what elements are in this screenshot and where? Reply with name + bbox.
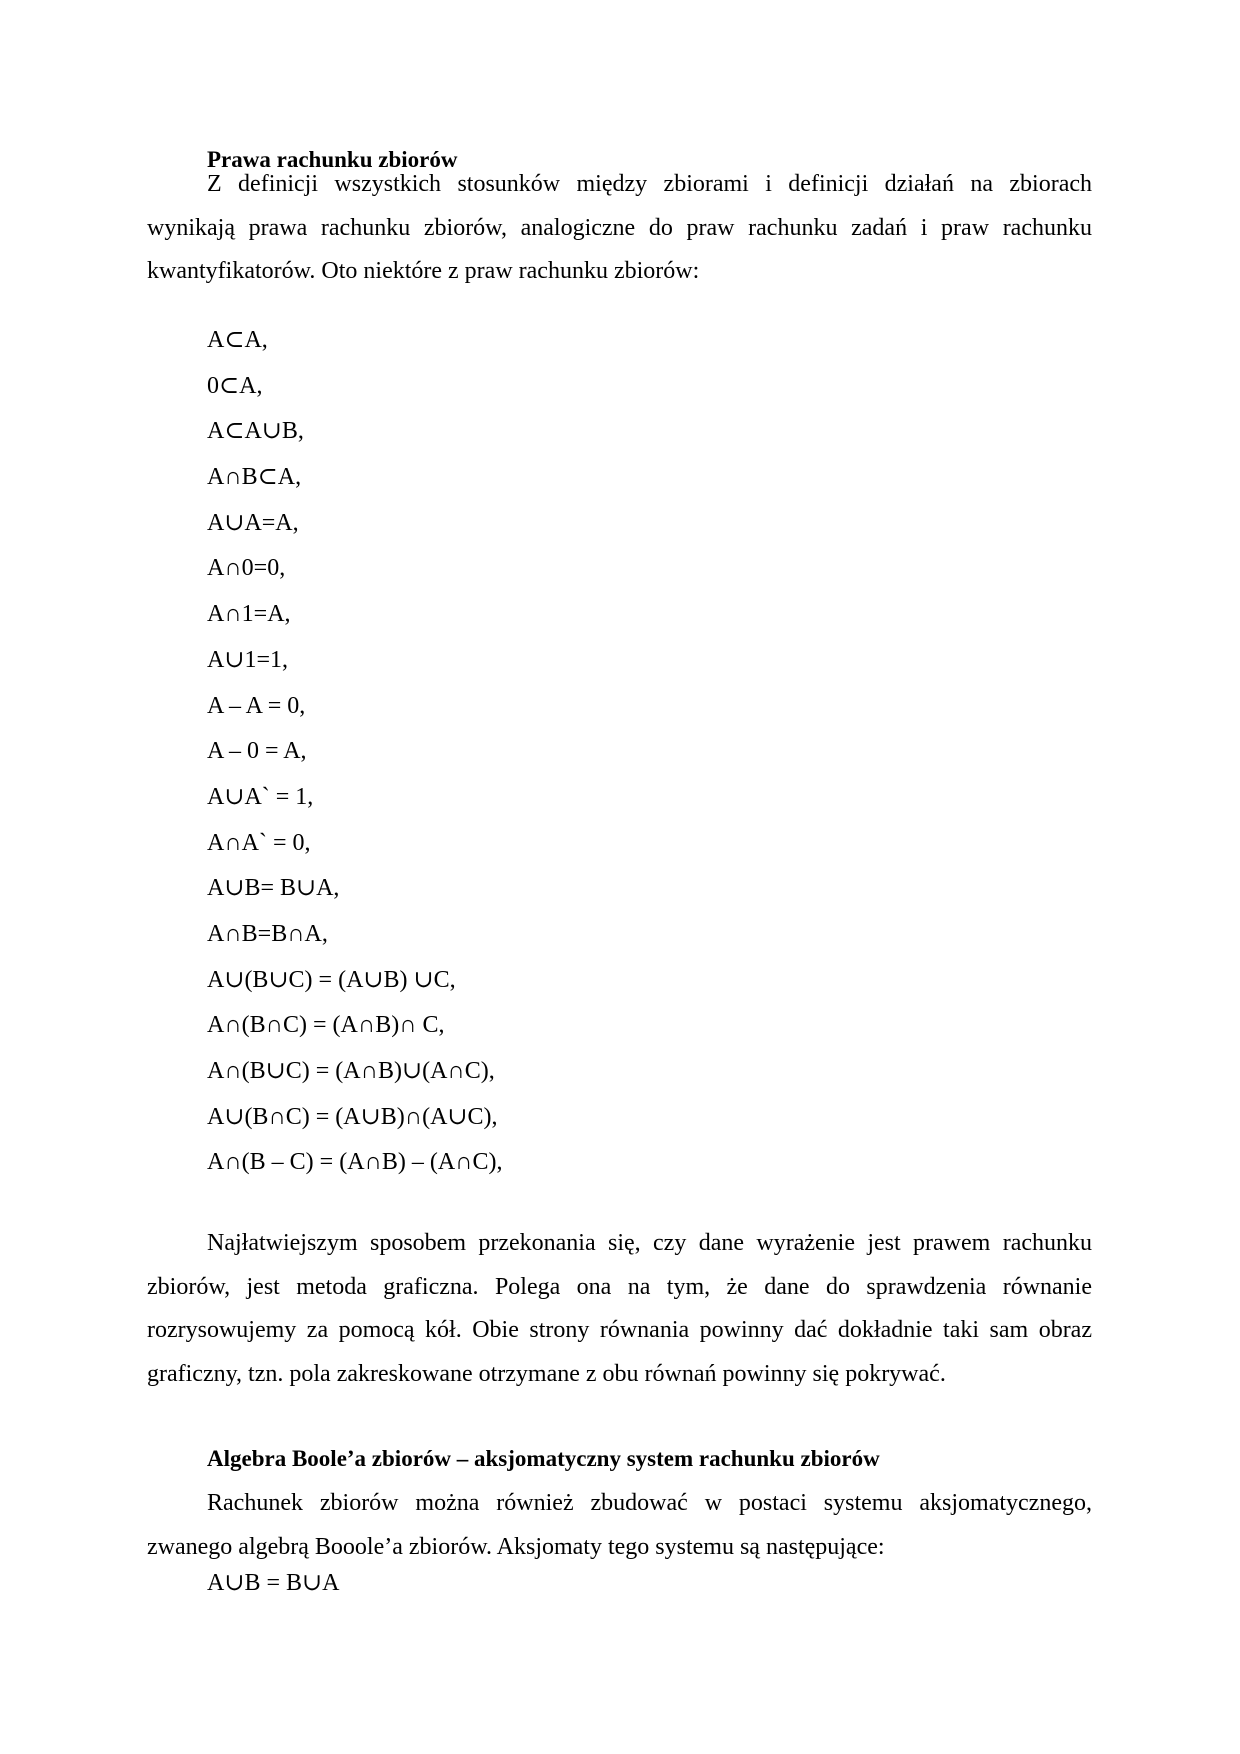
text-line: rozrysowujemy za pomocą kół. Obie strony równania powinny dać dokładnie taki sam obraz: [147, 1317, 1092, 1343]
set-law: A – A = 0,: [207, 692, 306, 719]
text-line: wynikają prawa rachunku zbiorów, analogiczne do praw rachunku zadań i praw rachunku: [147, 214, 1092, 241]
set-law: 0⊂A,: [207, 372, 263, 399]
set-law: A∩A` = 0,: [207, 829, 311, 856]
set-law: A∪A=A,: [207, 509, 299, 536]
text-line: zwanego algebrą Booole’a zbiorów. Aksjomaty tego systemu są następujące:: [147, 1533, 885, 1560]
text-line: zbiorów, jest metoda graficzna. Polega ona na tym, że dane do sprawdzenia równanie: [147, 1273, 1092, 1300]
text-line: Najłatwiejszym sposobem przekonania się, czy dane wyrażenie jest prawem rachunku: [207, 1230, 1092, 1256]
set-law: A∪(B∩C) = (A∪B)∩(A∪C),: [207, 1103, 498, 1130]
set-law: A⊂A,: [207, 327, 268, 353]
axiom-formula: A∪B = B∪A: [207, 1570, 340, 1596]
set-law: A∩1=A,: [207, 601, 291, 628]
set-law: A∪1=1,: [207, 646, 288, 673]
set-law: A∩0=0,: [207, 555, 286, 582]
boolean-intro-paragraph: [147, 1482, 1092, 1569]
set-laws-list: [207, 318, 503, 1186]
set-law: A – 0 = A,: [207, 738, 307, 765]
set-law: A∪B= B∪A,: [207, 875, 340, 902]
intro-paragraph: [147, 163, 1092, 294]
set-law: A∩(B∪C) = (A∩B)∪(A∩C),: [207, 1058, 495, 1084]
text-line: kwantyfikatorów. Oto niektóre z praw rachunku zbiorów:: [147, 258, 700, 284]
set-law: A∪(B∪C) = (A∪B) ∪C,: [207, 966, 456, 993]
section-heading-boolean-algebra: Algebra Boole’a zbiorów – aksjomatyczny system rachunku zbiorów: [207, 1446, 880, 1471]
set-law: A∩(B – C) = (A∩B) – (A∩C),: [207, 1149, 503, 1176]
set-law: A⊂A∪B,: [207, 418, 304, 445]
set-law: A∩B⊂A,: [207, 464, 302, 491]
set-law: A∪A` = 1,: [207, 783, 314, 810]
text-line: Z definicji wszystkich stosunków między zbiorami i definicji działań na zbiorach: [207, 171, 1092, 197]
text-line: graficzny, tzn. pola zakreskowane otrzymane z obu równań powinny się pokrywać.: [147, 1360, 946, 1387]
text-line: Rachunek zbiorów można również zbudować w postaci systemu aksjomatycznego,: [207, 1490, 1092, 1516]
set-law: A∩B=B∩A,: [207, 920, 328, 947]
section-heading-set-laws: Prawa rachunku zbiorów: [207, 147, 458, 172]
graphical-method-paragraph: [147, 1222, 1092, 1396]
set-law: A∩(B∩C) = (A∩B)∩ C,: [207, 1012, 445, 1039]
